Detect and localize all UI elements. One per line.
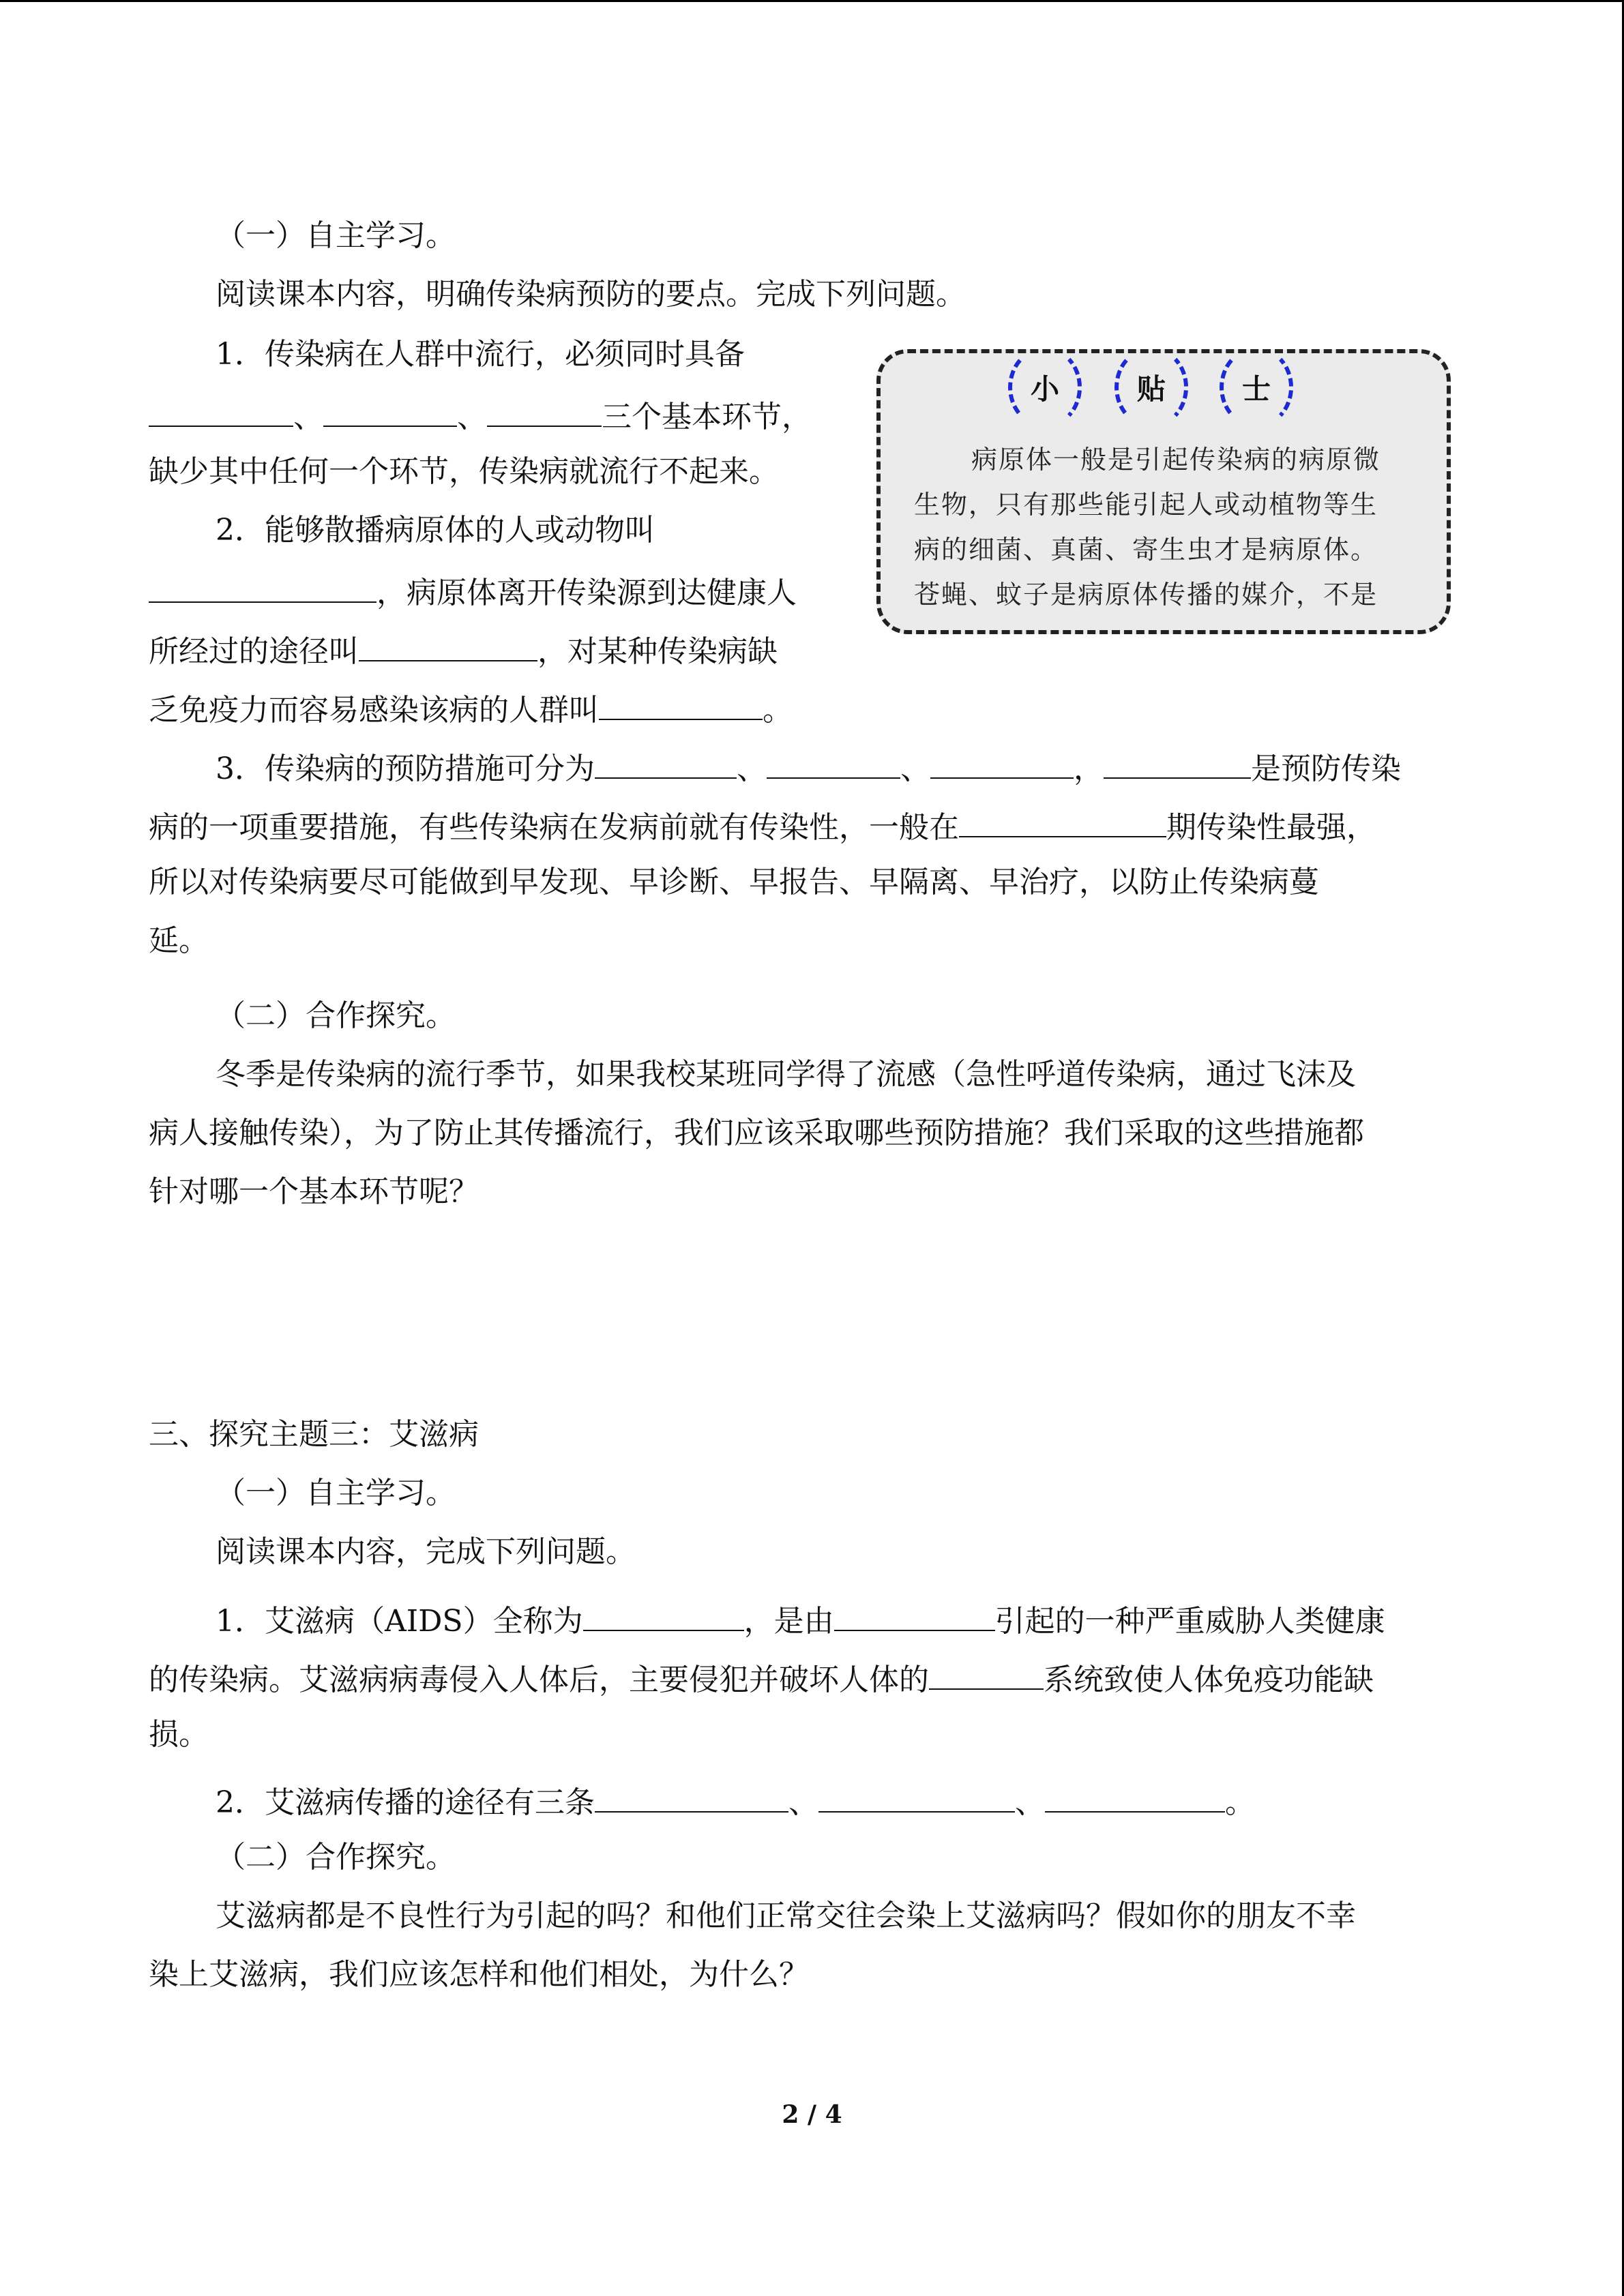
answer-blank[interactable] xyxy=(487,394,602,427)
question-1-line-1: 1．传染病在人群中流行，必须同时具备 xyxy=(216,337,745,372)
answer-blank[interactable] xyxy=(323,394,457,427)
cooperation-text-line-2: 病人接触传染），为了防止其传播流行，我们应该采取哪些预防措施？我们采取的这些措施都 xyxy=(149,1116,1364,1150)
question-2-line-2: ，病原体离开传染源到达健康人 xyxy=(149,570,797,612)
tips-text-line: 生物，只有那些能引起人或动植物等生 xyxy=(914,490,1378,520)
page-border-top xyxy=(0,0,1624,2)
tips-title-char: 贴 xyxy=(1114,346,1188,428)
cooperation-text-line-1: 冬季是传染病的流行季节，如果我校某班同学得了流感（急性呼道传染病，通过飞沫及 xyxy=(216,1057,1356,1092)
answer-blank[interactable] xyxy=(818,1780,1015,1813)
answer-blank[interactable] xyxy=(1104,746,1251,779)
question-2-line-3: 所经过的途径叫 ，对某种传染病缺 xyxy=(149,629,778,671)
section-3-question-2: 2．艾滋病传播的途径有三条 、 、 。 xyxy=(216,1780,1255,1822)
answer-blank[interactable] xyxy=(767,746,900,779)
tips-text-line: 病的细菌、真菌、寄生虫才是病原体。 xyxy=(914,535,1378,565)
answer-blank[interactable] xyxy=(149,570,377,603)
section-3-question-1-line-1: 1．艾滋病（AIDS）全称为 ，是由 引起的一种严重威胁人类健康 xyxy=(216,1598,1385,1641)
answer-blank[interactable] xyxy=(595,1780,788,1813)
question-2-line-1: 2．能够散播病原体的人或动物叫 xyxy=(216,513,655,548)
section-3-cooperation-heading: （二）合作探究。 xyxy=(216,1840,456,1875)
question-3-line-3: 所以对传染病要尽可能做到早发现、早诊断、早报告、早隔离、早治疗，以防止传染病蔓 xyxy=(149,865,1319,899)
page-number: 2 / 4 xyxy=(782,2100,842,2129)
question-1-line-2: 、 、 三个基本环节， xyxy=(149,394,812,436)
answer-blank[interactable] xyxy=(599,687,763,720)
question-2-line-4: 乏免疫力而容易感染该病的人群叫 。 xyxy=(149,687,793,730)
self-study-heading: （一）自主学习。 xyxy=(216,218,456,253)
question-1-line-3: 缺少其中任何一个环节，传染病就流行不起来。 xyxy=(149,454,779,489)
answer-blank[interactable] xyxy=(595,746,737,779)
answer-blank[interactable] xyxy=(1045,1780,1225,1813)
cooperation-text-line-3: 针对哪一个基本环节呢？ xyxy=(149,1174,479,1209)
section-3-question-1-line-2: 的传染病。艾滋病病毒侵入人体后，主要侵犯并破坏人体的 系统致使人体免疫功能缺 xyxy=(149,1657,1374,1699)
answer-blank[interactable] xyxy=(149,394,293,427)
section-3-cooperation-line-1: 艾滋病都是不良性行为引起的吗？和他们正常交往会染上艾滋病吗？假如你的朋友不幸 xyxy=(216,1898,1356,1933)
question-3-line-2: 病的一项重要措施，有些传染病在发病前就有传染性，一般在 期传染性最强， xyxy=(149,805,1376,847)
question-3-line-4: 延。 xyxy=(149,923,209,958)
section-3-instruction: 阅读课本内容，完成下列问题。 xyxy=(216,1534,636,1569)
section-3-self-study-heading: （一）自主学习。 xyxy=(216,1476,456,1510)
tips-text-line: 病原体一般是引起传染病的病原微 xyxy=(971,445,1381,475)
instruction-text: 阅读课本内容，明确传染病预防的要点。完成下列问题。 xyxy=(216,277,966,312)
answer-blank[interactable] xyxy=(959,805,1166,837)
section-3-question-1-line-3: 损。 xyxy=(149,1717,209,1752)
tips-text-line: 苍蝇、蚊子是病原体传播的媒介，不是 xyxy=(914,580,1378,610)
tips-title-char: 小 xyxy=(1008,346,1082,428)
answer-blank[interactable] xyxy=(359,629,537,661)
section-3-cooperation-line-2: 染上艾滋病，我们应该怎样和他们相处，为什么？ xyxy=(149,1957,809,1992)
cooperation-heading: （二）合作探究。 xyxy=(216,998,456,1033)
answer-blank[interactable] xyxy=(583,1598,744,1631)
question-3-line-1: 3．传染病的预防措施可分为 、 、 ， 是预防传染 xyxy=(216,746,1401,788)
answer-blank[interactable] xyxy=(930,746,1074,779)
answer-blank[interactable] xyxy=(834,1598,995,1631)
answer-blank[interactable] xyxy=(929,1657,1044,1690)
tips-title-char: 士 xyxy=(1220,346,1293,428)
section-3-heading: 三、探究主题三：艾滋病 xyxy=(149,1417,479,1452)
